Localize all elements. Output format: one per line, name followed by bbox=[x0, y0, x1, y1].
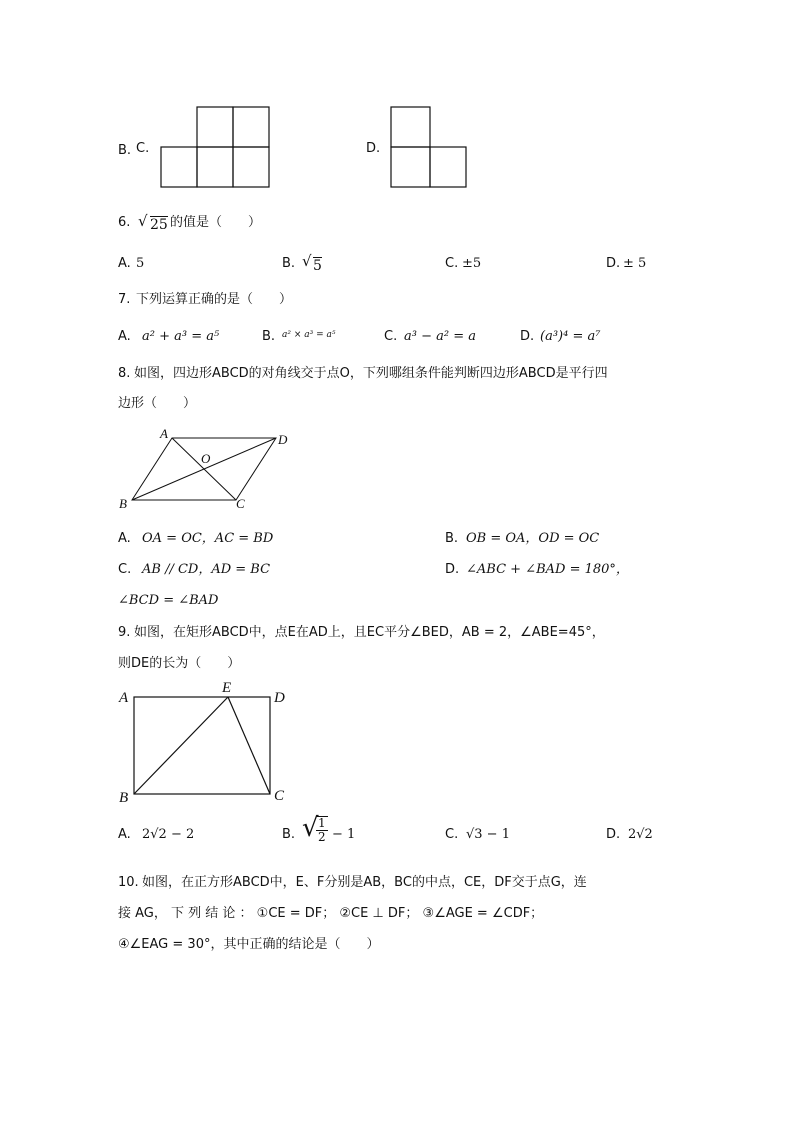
q7-option-d-label: D. bbox=[520, 329, 535, 344]
q9-label-d: D bbox=[274, 690, 285, 706]
q5-option-c-label: C. bbox=[136, 141, 150, 156]
q9-option-b-label: B. bbox=[282, 827, 296, 842]
q9-stem-line2: 则DE的长为（ ） bbox=[118, 656, 241, 671]
q8-label-d: D bbox=[278, 432, 288, 447]
q9-option-c-text: √3 − 1 bbox=[466, 827, 510, 842]
q9-option-d-label: D. bbox=[606, 827, 621, 842]
q9-figure bbox=[116, 678, 296, 806]
q5-option-d-label: D. bbox=[366, 141, 381, 156]
q9-option-a-text: 2√2 − 2 bbox=[142, 827, 195, 842]
q9-segment-ec bbox=[228, 697, 270, 794]
q8-option-d-text: ∠ABC + ∠BAD = 180°， bbox=[466, 562, 629, 577]
q6-radicand: 25 bbox=[150, 217, 168, 233]
q7-option-c-label: C. bbox=[384, 329, 398, 344]
q6-option-b-label: B. bbox=[282, 256, 296, 271]
q8-option-a-label: A. bbox=[118, 531, 131, 546]
q9-segment-be bbox=[134, 697, 228, 794]
q8-option-d-cont: ∠BCD = ∠BAD bbox=[118, 593, 219, 608]
q10-line2: 接 AG， 下 列 结 论 ： ①CE = DF； ②CE ⊥ DF； ③∠AGE = ∠CDF； bbox=[118, 906, 544, 921]
q9-option-b-fraction bbox=[316, 816, 328, 844]
q8-figure bbox=[116, 428, 296, 514]
q9-stem-line1: 如图，在矩形ABCD中，点E在AD上，且EC平分∠BED，AB = 2，∠ABE=45°， bbox=[134, 625, 605, 640]
q6-option-d-label: D. bbox=[606, 256, 621, 271]
q5-figure-c bbox=[160, 106, 270, 188]
q8-option-c-text: AB // CD，AD = BC bbox=[142, 562, 271, 577]
q7-option-c-text: a³ − a² = a bbox=[404, 329, 476, 344]
q6-number: 6. bbox=[118, 215, 131, 230]
q7-option-b-text: a² × a³ = a⁵ bbox=[282, 330, 336, 340]
q8-option-c-label: C. bbox=[118, 562, 132, 577]
q6-option-b-text: 5 bbox=[313, 258, 322, 274]
q6-option-c-text: ±5 bbox=[462, 256, 482, 271]
q9-option-d-text: 2√2 bbox=[628, 827, 653, 842]
q9-option-b-sqrt: √ bbox=[302, 813, 319, 843]
q9-label-c: C bbox=[274, 788, 285, 804]
q8-label-c: C bbox=[236, 496, 245, 511]
q5-option-b-label: B. bbox=[118, 143, 132, 158]
q10-line1: 如图，在正方形ABCD中，E、F分别是AB，BC的中点，CE，DF交于点G，连 bbox=[142, 875, 587, 890]
q8-option-d-label: D. bbox=[445, 562, 460, 577]
q8-diagonal-bd bbox=[132, 438, 276, 500]
q5-figure-d bbox=[390, 106, 468, 188]
q7-stem: 下列运算正确的是（ ） bbox=[136, 292, 293, 307]
q6-sqrt-sign: √ bbox=[138, 212, 148, 230]
q9-option-b-numerator: 1 bbox=[318, 816, 326, 830]
q7-option-a-label: A. bbox=[118, 329, 131, 344]
q9-number: 9. bbox=[118, 625, 131, 640]
q8-option-b-text: OB = OA，OD = OC bbox=[466, 531, 600, 546]
q6-option-c-label: C. bbox=[445, 256, 459, 271]
q6-stem: 的值是（ ） bbox=[170, 215, 262, 230]
q8-label-a: A bbox=[160, 426, 168, 441]
q8-label-o: O bbox=[201, 451, 211, 466]
q9-option-b-tail: − 1 bbox=[332, 827, 356, 842]
q9-option-b-denominator: 2 bbox=[318, 830, 326, 845]
q8-number: 8. bbox=[118, 366, 131, 381]
q8-stem-line1: 如图，四边形ABCD的对角线交于点O，下列哪组条件能判断四边形ABCD是平行四 bbox=[134, 366, 608, 381]
q9-option-a-label: A. bbox=[118, 827, 131, 842]
q6-option-a-text: 5 bbox=[136, 256, 145, 271]
q9-label-e: E bbox=[222, 680, 232, 696]
q6-option-a-label: A. bbox=[118, 256, 131, 271]
q9-label-b: B bbox=[119, 790, 129, 806]
q9-label-a: A bbox=[119, 690, 129, 706]
q7-number: 7. bbox=[118, 292, 131, 307]
q7-option-b-label: B. bbox=[262, 329, 276, 344]
q8-option-a-text: OA = OC，AC = BD bbox=[142, 531, 274, 546]
q7-option-d-text: (a³)⁴ = a⁷ bbox=[540, 329, 601, 344]
q10-line3: ④∠EAG = 30°，其中正确的结论是（ ） bbox=[118, 937, 380, 952]
q10-number: 10. bbox=[118, 875, 139, 890]
q6-option-d-text: ± 5 bbox=[623, 256, 647, 271]
q8-label-b: B bbox=[119, 496, 127, 511]
q9-option-c-label: C. bbox=[445, 827, 459, 842]
q7-option-a-text: a² + a³ = a⁵ bbox=[142, 329, 220, 344]
q6-option-b-sqrt: √ bbox=[302, 252, 312, 270]
q8-option-b-label: B. bbox=[445, 531, 459, 546]
q8-stem-line2: 边形（ ） bbox=[118, 396, 197, 411]
